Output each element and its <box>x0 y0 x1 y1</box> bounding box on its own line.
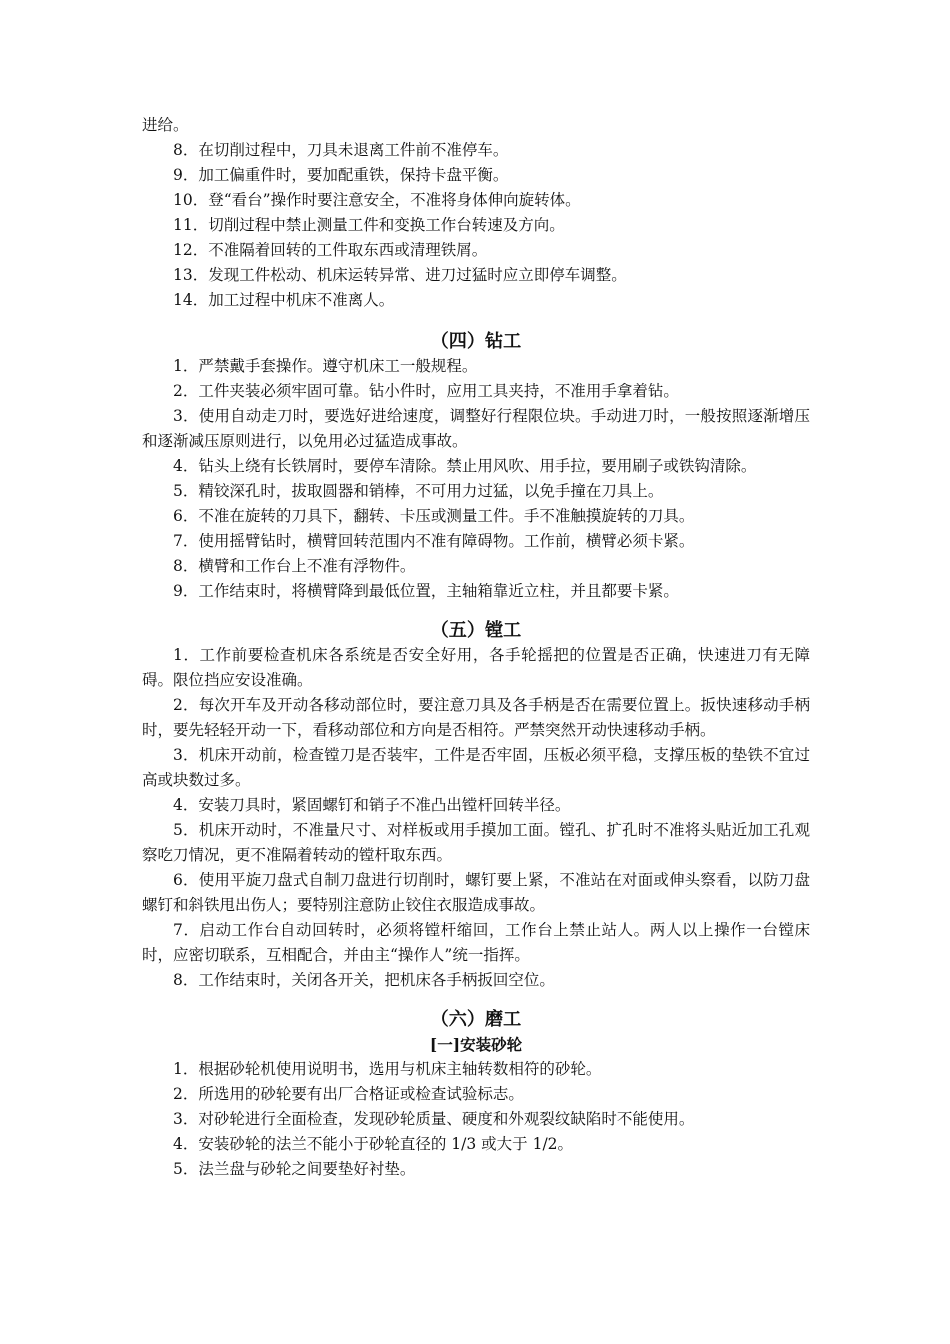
list-item: 14．加工过程中机床不准离人。 <box>173 291 395 309</box>
list-item: 12．不准隔着回转的工件取东西或清理铁屑。 <box>173 241 488 259</box>
list-item: 7．启动工作台自动回转时，必须将镗杆缩回，工作台上禁止站人。两人以上操作一台镗床时，应密切联系，互相配合，并由主“操作人”统一指挥。 <box>142 921 810 964</box>
list-item: 2．工件夹装必须牢固可靠。钻小件时，应用工具夹持，不准用手拿着钻。 <box>173 382 679 400</box>
list-item: 1．根据砂轮机使用说明书，选用与机床主轴转数相符的砂轮。 <box>173 1060 602 1078</box>
list-item: 1．工作前要检查机床各系统是否安全好用，各手轮摇把的位置是否正确，快速进刀有无障碍。限位挡应安设准确。 <box>142 646 810 689</box>
list-item: 4．钻头上绕有长铁屑时，要停车清除。禁止用风吹、用手拉，要用刷子或铁钩清除。 <box>173 457 757 475</box>
list-item: 6．不准在旋转的刀具下，翻转、卡压或测量工件。手不准触摸旋转的刀具。 <box>173 507 695 525</box>
list-item: 4．安装砂轮的法兰不能小于砂轮直径的 1/3 或大于 1/2。 <box>173 1135 574 1153</box>
list-item: 1．严禁戴手套操作。遵守机床工一般规程。 <box>173 357 478 375</box>
list-item: 8．横臂和工作台上不准有浮物件。 <box>173 557 416 575</box>
list-item: 5．机床开动时，不准量尺寸、对样板或用手摸加工面。镗孔、扩孔时不准将头贴近加工孔观察吃刀情况，更不准隔着转动的镗杆取东西。 <box>142 821 810 864</box>
list-item: 10．登“看台”操作时要注意安全，不准将身体伸向旋转体。 <box>173 191 581 209</box>
list-item: 7．使用摇臂钻时，横臂回转范围内不准有障碍物。工作前，横臂必须卡紧。 <box>173 532 695 550</box>
section-heading: （六）磨工 <box>430 1009 522 1030</box>
list-item: 3．使用自动走刀时，要选好进给速度，调整好行程限位块。手动进刀时，一般按照逐渐增压和逐渐减压原则进行，以免用必过猛造成事故。 <box>142 407 810 450</box>
list-item: 6．使用平旋刀盘式自制刀盘进行切削时，螺钉要上紧，不准站在对面或伸头察看，以防刀盘螺钉和斜铁甩出伤人；要特别注意防止铰住衣服造成事故。 <box>142 871 810 914</box>
list-item: 4．安装刀具时，紧固螺钉和销子不准凸出镗杆回转半径。 <box>173 796 571 814</box>
section-heading: （五）镗工 <box>430 620 522 641</box>
list-item: 3．对砂轮进行全面检查，发现砂轮质量、硬度和外观裂纹缺陷时不能使用。 <box>173 1110 695 1128</box>
list-item: 8．在切削过程中，刀具未退离工件前不准停车。 <box>173 141 509 159</box>
list-item: 9．工作结束时，将横臂降到最低位置，主轴箱靠近立柱，并且都要卡紧。 <box>173 582 679 600</box>
list-item: 2．每次开车及开动各移动部位时，要注意刀具及各手柄是否在需要位置上。扳快速移动手柄时，要先轻轻开动一下，看移动部位和方向是否相符。严禁突然开动快速移动手柄。 <box>142 696 810 739</box>
subsection-heading: [一]安装砂轮 <box>429 1035 523 1054</box>
section-heading: （四）钻工 <box>430 331 522 352</box>
list-item: 5．精铰深孔时，拔取圆器和销棒，不可用力过猛，以免手撞在刀具上。 <box>173 482 664 500</box>
document-body <box>142 113 810 1182</box>
list-item: 8．工作结束时，关闭各开关，把机床各手柄扳回空位。 <box>173 971 555 989</box>
list-item: 13．发现工件松动、机床运转异常、进刀过猛时应立即停车调整。 <box>173 266 627 284</box>
list-item: 2．所选用的砂轮要有出厂合格证或检查试验标志。 <box>173 1085 524 1103</box>
list-item: 11．切削过程中禁止测量工件和变换工作台转速及方向。 <box>173 216 565 234</box>
list-item: 3．机床开动前，检查镗刀是否装牢，工件是否牢固，压板必须平稳，支撑压板的垫铁不宜过高或块数过多。 <box>142 746 810 789</box>
list-item: 5．法兰盘与砂轮之间要垫好衬垫。 <box>173 1160 416 1178</box>
paragraph: 进给。 <box>142 116 189 134</box>
list-item: 9．加工偏重件时，要加配重铁，保持卡盘平衡。 <box>173 166 509 184</box>
